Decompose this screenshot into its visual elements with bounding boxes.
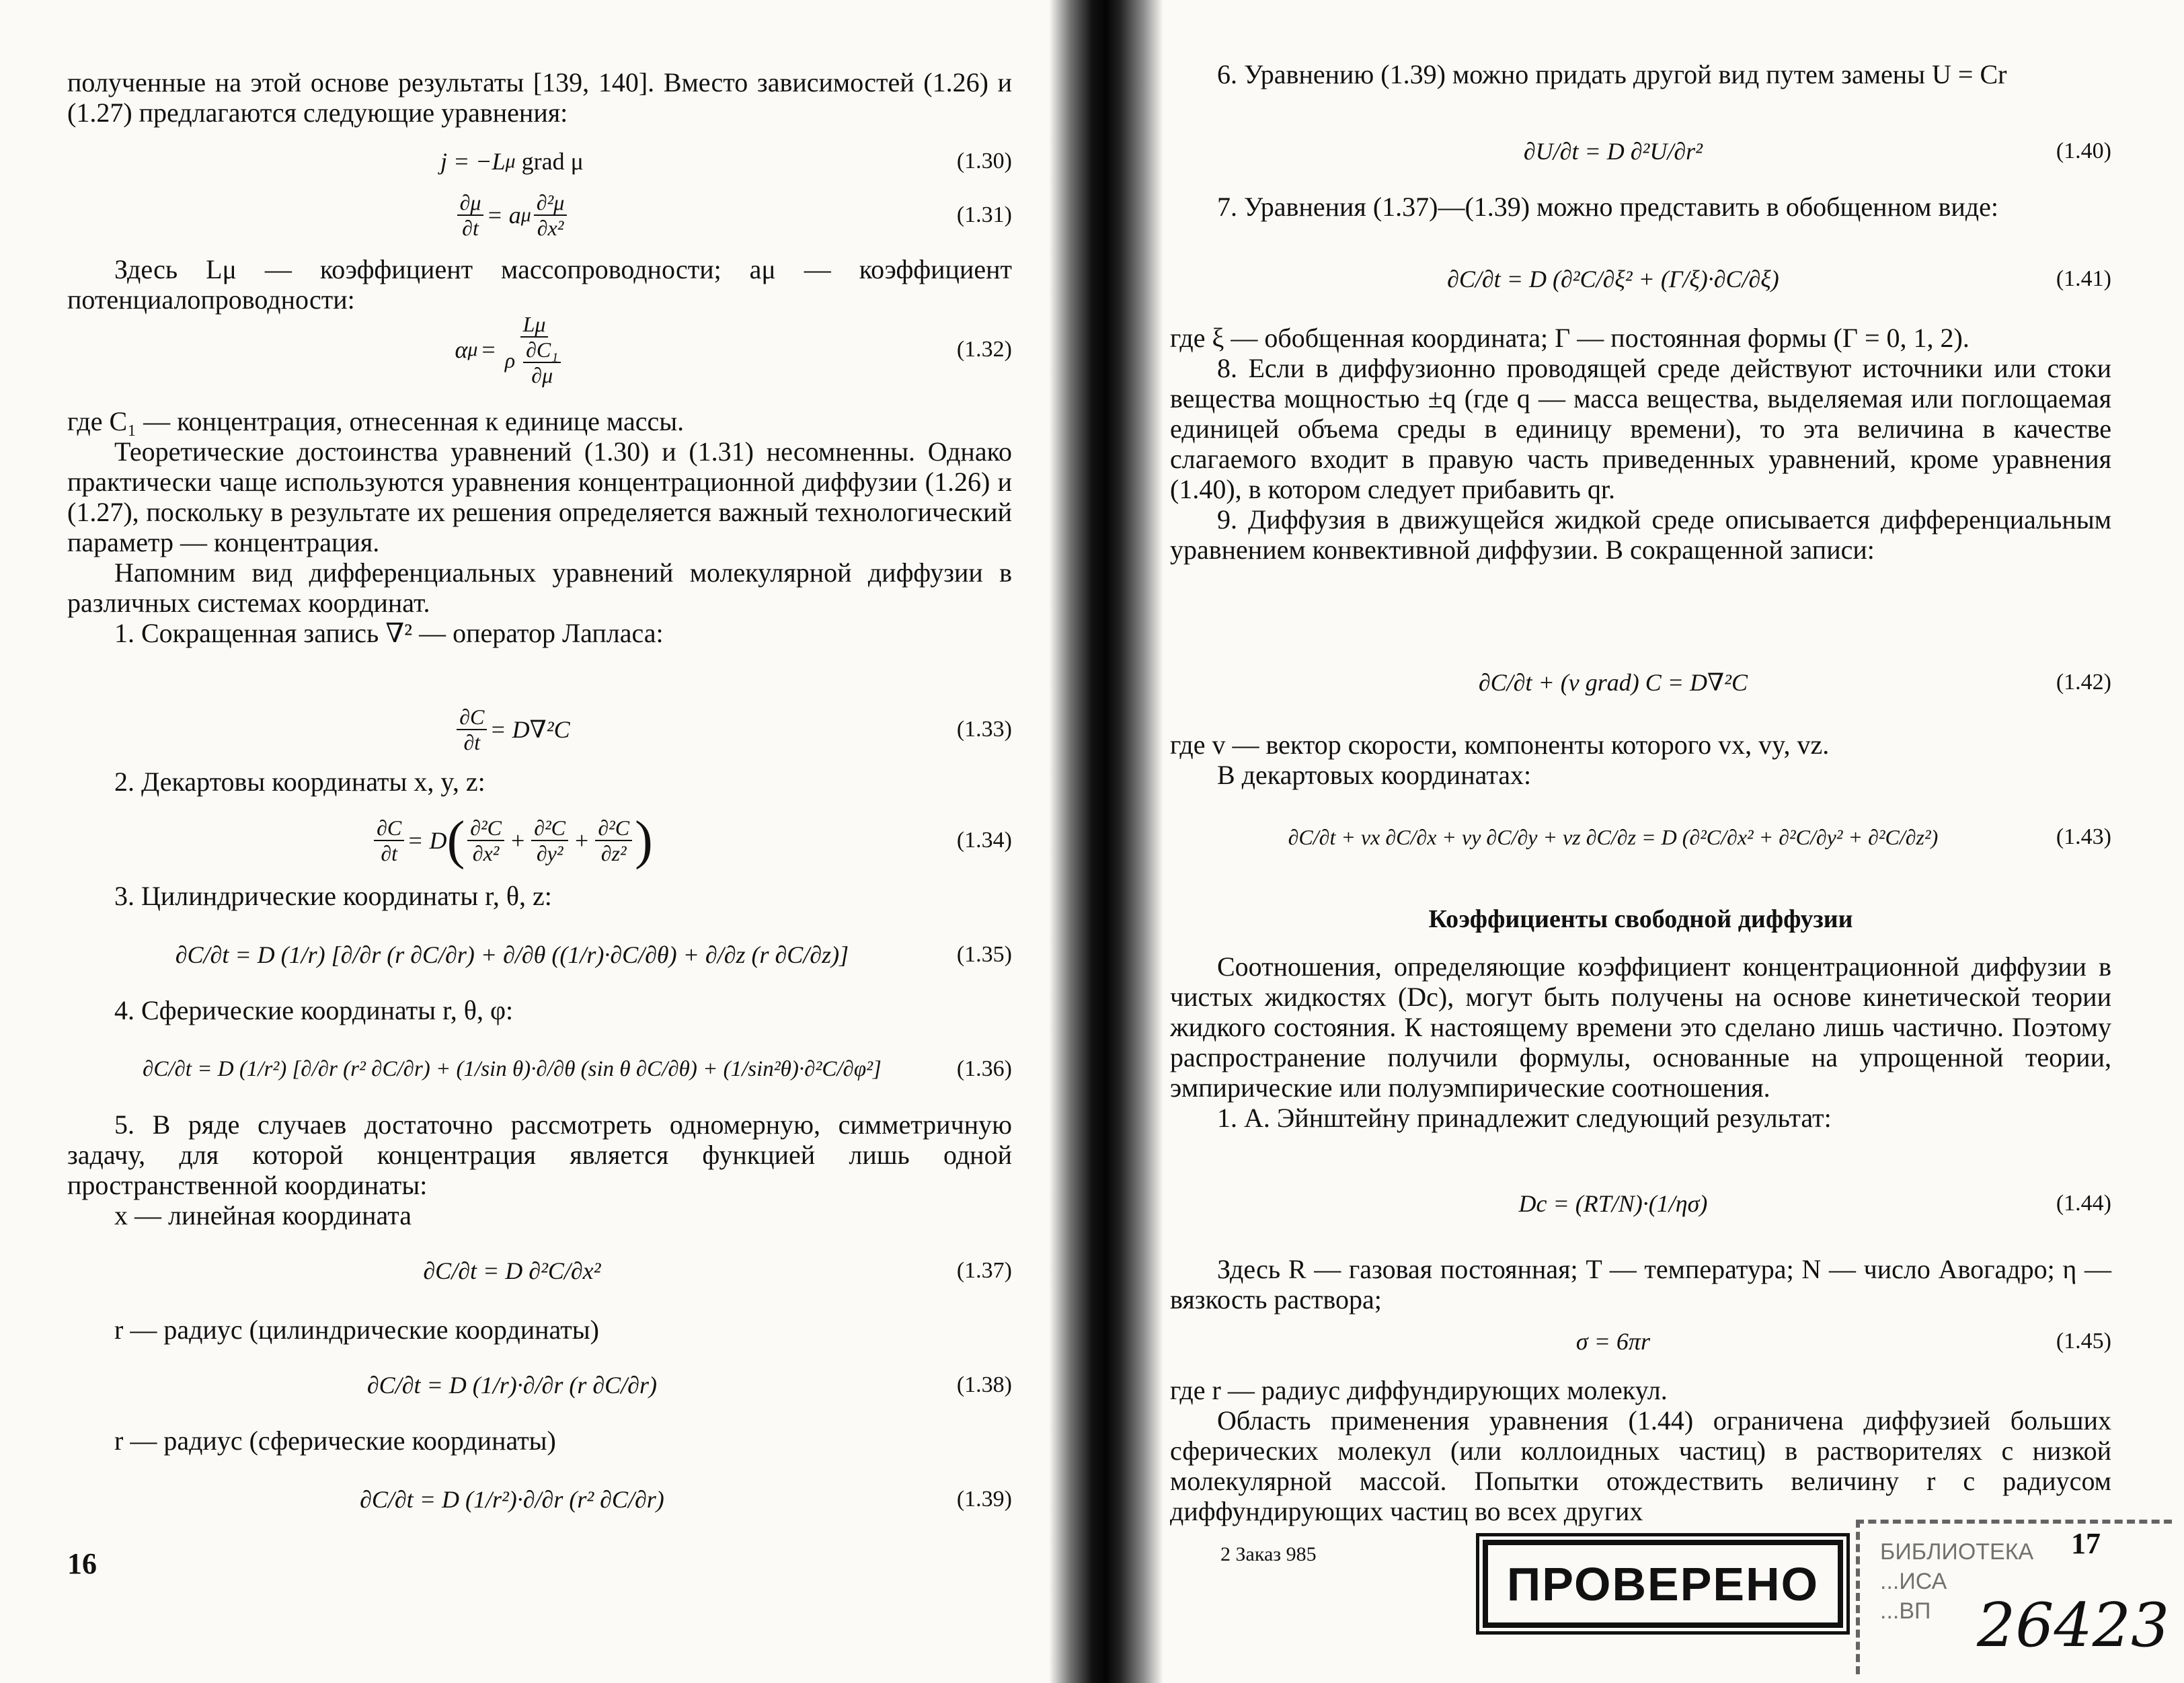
eq-1-38-number: (1.38) [956,1372,1012,1397]
item-2-paragraph [67,767,1012,797]
eq-1-33-body [67,705,957,754]
library-stamp-line-3: ...ВП [1880,1598,1931,1624]
left-intro-paragraph [67,67,1012,128]
equation-1-37 [67,1241,1012,1301]
eq-1-34-eqD: = D [407,827,447,854]
eq-1-31-number: (1.31) [956,202,1012,227]
equation-1-43 [1170,807,2111,867]
eq-1-34-t3-den: ∂z² [600,841,627,865]
eq-1-32-denominator [502,338,567,387]
checked-stamp: ПРОВЕРЕНО [1483,1540,1843,1628]
velocity-paragraph [1170,730,2111,790]
eq-1-39-body: ∂C/∂t = D (1/r²)·∂/∂r (r² ∂C/∂r) [360,1486,664,1513]
eq-1-34-lhs-num: ∂C [374,816,404,841]
eq-1-33-num: ∂C [457,705,487,730]
right-paragraphs-8-9 [1170,323,2111,565]
eq-1-32-rho: ρ [504,348,516,373]
eq-1-43-number: (1.43) [2056,824,2111,849]
eq-1-45-number: (1.45) [2056,1329,2111,1354]
eq-1-32-frac [502,312,567,387]
r-sph-paragraph [67,1425,1012,1456]
item-7-text: 7. Уравнения (1.37)—(1.39) можно представить в обобщенном виде: [1217,192,1998,222]
eq-1-41-body: ∂C/∂t = D (∂²C/∂ξ² + (Γ/ξ)·∂C/∂ξ) [1447,266,1779,292]
item-6-text: 6. Уравнению (1.39) можно придать другой вид путем замены U = Cr [1217,59,2007,89]
eq-1-42-body: ∂C/∂t + (v grad) C = D∇²C [1478,669,1748,696]
eq-1-31-lhs-frac [457,190,484,240]
section-heading: Коэффициенты свободной диффузии [1428,905,1853,933]
eq-1-43-body: ∂C/∂t + vx ∂C/∂x + vy ∂C/∂y + vz ∂C/∂z = D (∂²C/∂x² + ∂²C/∂y² + ∂²C/∂z²) [1288,824,1939,849]
eq-1-34-term3 [595,816,632,865]
relations-text: Соотношения, определяющие коэффициент концентрационной диффузии в чистых жидкостях (Dc), могут быть получены на основе кинетической теории жидкого состояния. К настоящему времени это сделано лишь частично. Поэтому распространение получили формулы, основанные на упрощенной теории, эмпирические или полуэмпирические соотношения. [1170,951,2111,1103]
item-2-text: 2. Декартовы координаты x, y, z: [114,767,485,797]
eq-1-30-lhs: j = −L [440,148,506,175]
eq-1-32-lhs: α [455,336,468,363]
where-c1-text: где C₁ — концентрация, отнесенная к единице массы. [67,406,685,436]
eq-1-34-lhs [374,816,404,865]
paragraph-here-coefficients [67,254,1012,315]
equation-1-32 [67,309,1012,390]
equation-1-41 [1170,249,2111,309]
eq-1-34-lhs-den: ∂t [381,841,398,865]
eq-1-34-close-paren: ) [635,811,653,870]
theoretical-text: Теоретические достоинства уравнений (1.30) и (1.31) несомненны. Однако практически чаще используются уравнения концентрационной диффузии (1.26) и (1.27), поскольку в результате их решения определяется важный технологический параметр — концентрация. [67,436,1012,557]
eq-1-31-body [67,190,957,240]
r-spherical-text: r — радиус (сферические координаты) [114,1425,556,1456]
radius-text: где r — радиус диффундирующих молекул. [1170,1375,1668,1405]
einstein-text: 1. А. Эйнштейну принадлежит следующий результат: [1217,1103,1832,1133]
book-spine-shadow [1049,0,1163,1683]
equation-1-39 [67,1469,1012,1530]
equation-1-45 [1170,1315,2111,1368]
application-paragraph [1170,1375,2111,1526]
eq-1-33-frac [457,705,487,754]
eq-1-30-number: (1.30) [956,149,1012,173]
equation-1-35 [67,925,1012,985]
equation-1-40 [1170,121,2111,182]
relations-paragraph [1170,951,2111,1133]
eq-1-32-inner-den: ∂μ [531,363,553,387]
eq-1-34-t3-num: ∂²C [595,816,632,841]
eq-1-34-t2-num: ∂²C [531,816,568,841]
here-text: Здесь Lμ — коэффициент массопроводности; aμ — коэффициент потенциалопроводности: [67,254,1012,315]
item-1-text: 1. Сокращенная запись ∇² — оператор Лапласа: [114,618,664,648]
eq-1-31-mid: = a [486,202,521,229]
eq-1-33-number: (1.33) [956,717,1012,742]
eq-1-35-number: (1.35) [956,942,1012,967]
eq-1-34-body [67,811,957,870]
eq-1-32-inner-num: ∂C₁ [523,338,561,363]
eq-1-44-body: Dc = (RT/N)·(1/ησ) [1518,1190,1708,1217]
eq-1-32-inner-frac [523,338,561,387]
library-inventory-number: 26423 [1977,1590,2170,1661]
eq-1-32-sub: μ [467,338,478,360]
eq-1-34-open-paren: ( [446,811,465,870]
eq-1-34-t1-den: ∂x² [472,841,500,865]
eq-1-32-body [67,312,957,387]
order-footnote: 2 Заказ 985 [1220,1543,1317,1565]
eq-1-34-plus-2: + [575,827,589,854]
eq-1-32-numerator: Lμ [520,312,549,338]
item-7-paragraph [1170,192,2111,222]
item-9-text: 9. Диффузия в движущейся жидкой среде описывается дифференциальным уравнением конвективной диффузии. В сокращенной записи: [1170,504,2111,565]
library-stamp-line-2: ...ИСА [1880,1569,1947,1594]
eq-1-42-number: (1.42) [2056,670,2111,695]
xi-text: где ξ — обобщенная координата; Γ — постоянная формы (Γ = 0, 1, 2). [1170,323,1970,353]
eq-1-35-body: ∂C/∂t = D (1/r) [∂/∂r (r ∂C/∂r) + ∂/∂θ ((1/r)·∂C/∂θ) + ∂/∂z (r ∂C/∂z)] [175,941,849,968]
eq-1-33-rhs: = D∇²C [490,716,570,743]
eq-1-31-rhs-frac [534,190,567,240]
left-main-paragraphs [67,406,1012,648]
equation-1-42 [1170,652,2111,713]
eq-1-36-number: (1.36) [956,1056,1012,1081]
eq-1-37-number: (1.37) [956,1258,1012,1283]
eq-1-39-number: (1.39) [956,1487,1012,1512]
item-5-paragraph [67,1109,1012,1230]
r-cylindrical-text: r — радиус (цилиндрические координаты) [114,1315,599,1345]
eq-1-45-body: σ = 6πr [1575,1328,1650,1355]
eq-1-34-t2-den: ∂y² [536,841,563,865]
eq-1-33-den: ∂t [463,730,481,754]
eq-1-32-equals: = [481,336,496,363]
application-text: Область применения уравнения (1.44) ограничена диффузией больших сферических молекул (или коллоидных частиц) в растворителях с низкой молекулярной массой. Попытки отождествить величину r с радиусом диффундирующих частиц во всех других [1170,1405,2111,1526]
x-linear-text: x — линейная координата [114,1200,412,1230]
eq-1-41-number: (1.41) [2056,266,2111,291]
item-5-text: 5. В ряде случаев достаточно рассмотреть одномерную, симметричную задачу, для которой концентрация является функцией лишь одной пространственной координаты: [67,1109,1012,1200]
equation-1-33 [67,699,1012,760]
eq-1-34-plus-1: + [510,827,525,854]
recall-text: Напомним вид дифференциальных уравнений молекулярной диффузии в различных системах координат. [67,557,1012,618]
gas-constant-paragraph [1170,1254,2111,1315]
cartesian-text: В декартовых координатах: [1217,760,1532,790]
item-4-paragraph [67,995,1012,1025]
item-3-text: 3. Цилиндрические координаты r, θ, z: [114,881,552,911]
eq-1-30-body [67,147,957,175]
eq-1-32-number: (1.32) [956,337,1012,362]
eq-1-31-lhs-den: ∂t [462,216,479,240]
right-page-number: 17 [2071,1527,2101,1560]
equation-1-44 [1170,1173,2111,1234]
equation-1-30 [67,131,1012,192]
intro-text: полученные на этой основе результаты [139, 140]. Вместо зависимостей (1.26) и (1.27) предлагаются следующие уравнения: [67,67,1012,128]
item-3-paragraph [67,881,1012,911]
item-4-text: 4. Сферические координаты r, θ, φ: [114,995,514,1025]
eq-1-34-number: (1.34) [956,828,1012,853]
eq-1-34-term2 [531,816,568,865]
equation-1-36 [67,1039,1012,1099]
item-8-text: 8. Если в диффузионно проводящей среде действуют источники или стоки вещества мощностью ±q (где q — масса вещества, выделяемая или поглощаемая единицей объема среды в единицу времени), то эта величина в качестве слагаемого входит в правую часть приведенных уравнений, кроме уравнения (1.40), в котором следует прибавить qr. [1170,353,2111,504]
eq-1-37-body: ∂C/∂t = D ∂²C/∂x² [423,1257,601,1284]
item-6-paragraph [1170,59,2111,89]
eq-1-40-number: (1.40) [2056,139,2111,163]
r-cyl-paragraph [67,1315,1012,1345]
eq-1-34-t1-num: ∂²C [467,816,504,841]
eq-1-31-lhs-num: ∂μ [457,190,484,216]
left-page-number: 16 [67,1547,97,1580]
eq-1-44-number: (1.44) [2056,1191,2111,1216]
eq-1-36-body: ∂C/∂t = D (1/r²) [∂/∂r (r² ∂C/∂r) + (1/sin θ)·∂/∂θ (sin θ ∂C/∂θ) + (1/sin²θ)·∂²C/∂φ²] [143,1056,882,1081]
eq-1-30-rhs: grad μ [521,148,584,175]
gas-constant-text: Здесь R — газовая постоянная; T — температура; N — число Авогадро; η — вязкость раствора; [1170,1254,2111,1315]
eq-1-38-body: ∂C/∂t = D (1/r)·∂/∂r (r ∂C/∂r) [366,1372,657,1399]
velocity-text: где v — вектор скорости, компоненты которого vx, vy, vz. [1170,730,1830,760]
eq-1-31-sub: μ [520,204,531,226]
eq-1-30-sub: μ [505,150,516,172]
equation-1-34 [67,810,1012,871]
eq-1-31-rhs-num: ∂²μ [534,190,567,216]
library-stamp-line-1: БИБЛИОТЕКА [1880,1539,2034,1565]
equation-1-31 [67,185,1012,245]
eq-1-34-term1 [467,816,504,865]
equation-1-38 [67,1355,1012,1415]
eq-1-31-rhs-den: ∂x² [537,216,564,240]
eq-1-40-body: ∂U/∂t = D ∂²U/∂r² [1523,138,1703,165]
